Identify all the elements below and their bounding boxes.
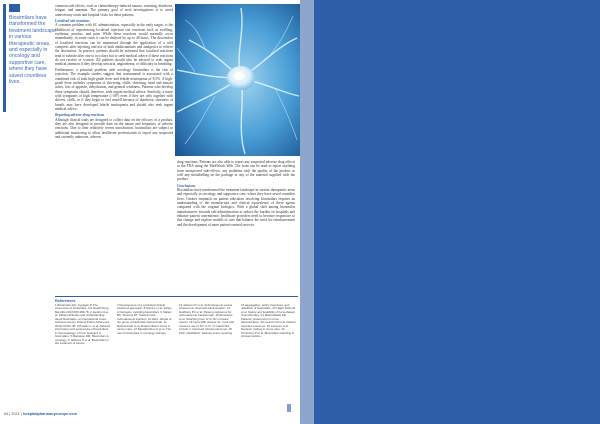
paragraph: Furthermore, a potential problem with oncology biosimilars is the risk of rejection. The example studies suggest that trastuzumab is associated with a combined risk of both high-grade fever and febrile neutropenia of 8.5%. A high-grade fever includes symptoms of shivering, chills, shivering, head and muscle aches, loss of appetite, dehydration, and general weakness. Patients who develop these symptoms should, therefore, seek urgent medical advice. Similarly, a nurse with symptoms of high temperature (>38°) even if they are only together with shivers, chills, or if they begin to feel unwell because of diarrhoea, shortness of breath, may have developed febrile neutropenia and should also seek urgent medical advice. bbox=[55, 67, 173, 111]
references-column: 1 Biosimilars EG, Ayyagari P. The economics of biosimilars. Am Health Drug Benefits 2013;6(8):469-78. 2 Jacobs IA et al. Patient attitudes and understanding about biosimilars: an international cross-sectional survey. Patient Prefer Adherence 2016;10:937-48. 3 Pouillon L et al. Patients' information and perspective of biosimilars in rheumatology. 4 From biologics to biosimilars. 5 Macaluso DM. Biosimilars in oncology. 6 Jefferies P et al. Biosimilars in the treatment of cancer. bbox=[55, 303, 111, 345]
cell-illustration-svg bbox=[175, 4, 300, 156]
footer-separator: | bbox=[20, 412, 22, 416]
quote-mark-icon bbox=[9, 4, 20, 12]
website-link[interactable]: hospitalpharmacyeurope.com bbox=[22, 412, 77, 416]
paragraph: A common problem with SC administration, especially in the early stages, is the likelihood of experiencing localised injection site reactions such as swelling, erythema, pruritus, and pain. While these reactions would normally occur immediately, in some cases it can be delayed by up to 48 hours. The discomfort of localised reactions can be minimised through the application of a cold compress after injecting and use of both antihistamines and analgesics to relieve the discomfort. In practice, patients should be informed that localised reactions tend to subside after one to two days but to seek medical advice if these reactions do not resolve or worsen. All patients should also be advised to seek urgent medical attention if they develop urticaria, angioedema, or difficulty in breathing. bbox=[55, 23, 173, 67]
paragraph: Although clinical trials are designed to collect data on the efficacy of a product, they are also designed to provide data on the nature and frequency of adverse reactions. Due to their relatively recent introduction, biosimilars are subject to additional monitoring to allow healthcare professionals to report any suspected and currently unknown, adverse bbox=[55, 117, 173, 139]
paragraph: Biosimilars have transformed the treatment landscape in various therapeutic areas and especially in oncology and supportive care, where they have saved countless lives. Greater emphasis on patient education involving biosimilars requires an understanding of the manufacture and clinical equivalence of these agents compared with the original biologics. With a global shift among biosimilar manufacturers towards self-administration to reduce the burden on hospitals and enhance patient convenience, healthcare providers need to become responsive to this change and explore models of care that balance the need for reimbursement and the development of more patient-centred services. bbox=[177, 188, 295, 227]
cell-illustration bbox=[175, 4, 300, 156]
section-heading: Localised site reactions bbox=[55, 19, 90, 24]
page-number: 64 bbox=[4, 412, 9, 416]
references-column: 7 Development of a combined clinical treatment approach. 8 Kamil L et al. Safety of biologics, including biosimilars. 9 Sallam BS, Stevens RT. Trastuzumab subcutaneous injection. 10 HHC. Ahead of the group of biosimilar trastuzumab. 11 Rastuzumab et al. Rapid infusion times in cancer care. 12 Papadimitriou K et al. The use of biosimilars in oncology settings. bbox=[117, 303, 172, 335]
page-gutter-strip bbox=[300, 0, 314, 424]
footer-separator: | bbox=[9, 412, 11, 416]
pull-quote-text: Biosimilars have transformed the treatment landscape in various therapeutic areas, and especially in oncology and supportive care, where they have saved countless lives. bbox=[9, 15, 57, 86]
references-column: 19 aggregation, policy incentives, and utilization of biosimilars. 20 Hajdu Schmidt et al. Safety and feasibility of home-based chemotherapy. 21 Mastrodiadis PE. Patients' preference for home administration. 22 Leoncini M et al. Patient-reported outcomes. 23 Lamonic et al. Decision making in home care. 24 Tomlinson P et al. Biosimilars switching in clinical practice. bbox=[241, 303, 297, 339]
page-edge-marker bbox=[287, 404, 291, 412]
references-section bbox=[55, 296, 298, 419]
references-title: References bbox=[55, 299, 76, 303]
facing-page-blue bbox=[300, 0, 600, 424]
section-heading: Conclusions bbox=[177, 183, 196, 188]
footer-year: 2021 bbox=[11, 412, 20, 416]
article-column-1 bbox=[55, 4, 173, 140]
paragraph: drug reactions. Patients are also able to report any suspected adverse drug effects to the FDA using the MedWatch Web. The form can be used to report anything from unexpected side-effects, any problems with the quality of the product as well any mislabelling on the package or any of the material supplied with the product. bbox=[177, 160, 295, 182]
section-heading: Reporting adverse drug reactions bbox=[55, 113, 105, 118]
paragraph: common side effects, such as chemotherapy-induced nausea, vomiting, diarrhoea, fatigue, and anaemia. The primary goal of such investigations is to avoid unnecessary room and hospital visits for these patients. bbox=[55, 4, 173, 17]
references-column: 13 Jackson R et al. Subcutaneous versus intravenous rituximab administration. 14 Goldberg PC et al. Patient preference for subcutaneous trastuzumab. 15 Rousseau et al. Switching from IV to SC in breast cancer. 16 Lamu MB, Hauser SL. Cost and resource use of SC vs IV. 17 Hazell NS, Lincoln J. Improved clinical outcomes. 18 FDA. MedWatch: adverse event reporting. bbox=[179, 303, 234, 335]
page-footer bbox=[4, 412, 77, 416]
pull-quote bbox=[3, 4, 56, 112]
article-column-2 bbox=[177, 160, 295, 228]
